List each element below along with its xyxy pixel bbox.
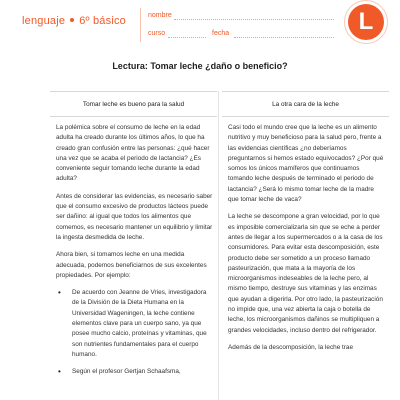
left-bullet-item: • Según el profesor Gertjan Schaafsma, <box>64 367 213 377</box>
reading-title: Lectura: Tomar leche ¿daño o beneficio? <box>112 61 288 71</box>
left-column-heading: Tomar leche es bueno para la salud <box>50 91 217 117</box>
separator-dot-icon <box>70 18 74 22</box>
left-paragraph: Antes de considerar las evidencias, es necesario saber que el consumo excesivo de productos lácteos puede ser dañino: al igual que todos los alimentos que comemos, es necesario mantener un equilibrio y limitar la ingesta desmedida de leche. <box>56 192 213 241</box>
left-bullet-list <box>56 288 213 377</box>
left-column-body <box>50 117 217 378</box>
right-column-heading: La otra cara de la leche <box>222 91 389 117</box>
subject-label: lenguaje <box>22 15 66 27</box>
right-column-body <box>222 117 389 353</box>
worksheet-header <box>0 0 400 46</box>
header-divider <box>140 8 141 42</box>
column-divider <box>218 91 219 400</box>
date-label: fecha <box>212 30 230 37</box>
subject-grade <box>22 15 126 27</box>
grade-label: 6º básico <box>79 15 126 27</box>
right-paragraph: Casi todo el mundo cree que la leche es un alimento nutritivo y muy beneficioso para la salud pero, frente a las evidencias científicas ¿no deberíamos preguntarnos si hemos estado equivocados? ¿Por qué somos los únicos mamíferos que continuamos tomando leche después de terminado el periodo de lactancia? ¿Será lo mismo tomar leche de la madre que tomar leche de vaca? <box>228 124 384 204</box>
left-paragraph: Ahora bien, si tomamos leche en una medida adecuada, podemos beneficiarnos de sus excelentes propiedades. Por ejemplo: <box>56 251 207 279</box>
right-column <box>222 91 389 360</box>
name-label: nombre <box>148 12 172 19</box>
left-column <box>50 91 217 385</box>
left-bullet-item: • De acuerdo con Jeanne de Vries, investigadora de la División de la Dieta Humana en la Universidad Wageningen, la leche contiene elementos clave para un cuerpo sano, ya que posee mucho calcio, proteínas y vitaminas, que son nutrientes fundamentales para el cuerpo humano. <box>64 288 213 360</box>
course-label: curso <box>148 30 166 37</box>
date-field[interactable] <box>234 37 334 38</box>
right-paragraph: La leche se descompone a gran velocidad, por lo que es imposible comercializarla sin que se eche a perder antes de llegar a los supermercados o a la casa de los consumidores. Para evitar esta descomposición, este producto debe ser sometido a un proceso llamado pasteurización, que mata a la mayoría de los microorganismos indeseables de la leche pero, al mismo tiempo, destruye sus vitaminas y las enzimas que ayudan a digerirla. Por otro lado, la pasteurización no impide que, una vez abierta la caja o botella de leche, los microorganismos dañinos se multipliquen a grandes velocidades, incluso dentro del refrigerador. <box>228 213 383 334</box>
right-paragraph: Además de la descomposición, la leche trae <box>228 343 354 351</box>
badge-letter: L <box>358 8 374 35</box>
left-paragraph: La polémica sobre el consumo de leche en la edad adulta ha creado durante los últimos años, lo que ha creado gran confusión entre las personas: ¿qué hacer una vez que se acaba el periodo de lactancia? ¿Es conveniente seguir tomando leche durante la edad adulta? <box>56 124 210 183</box>
subject-badge <box>348 4 384 40</box>
course-field[interactable] <box>168 37 206 38</box>
name-field[interactable] <box>174 19 334 20</box>
